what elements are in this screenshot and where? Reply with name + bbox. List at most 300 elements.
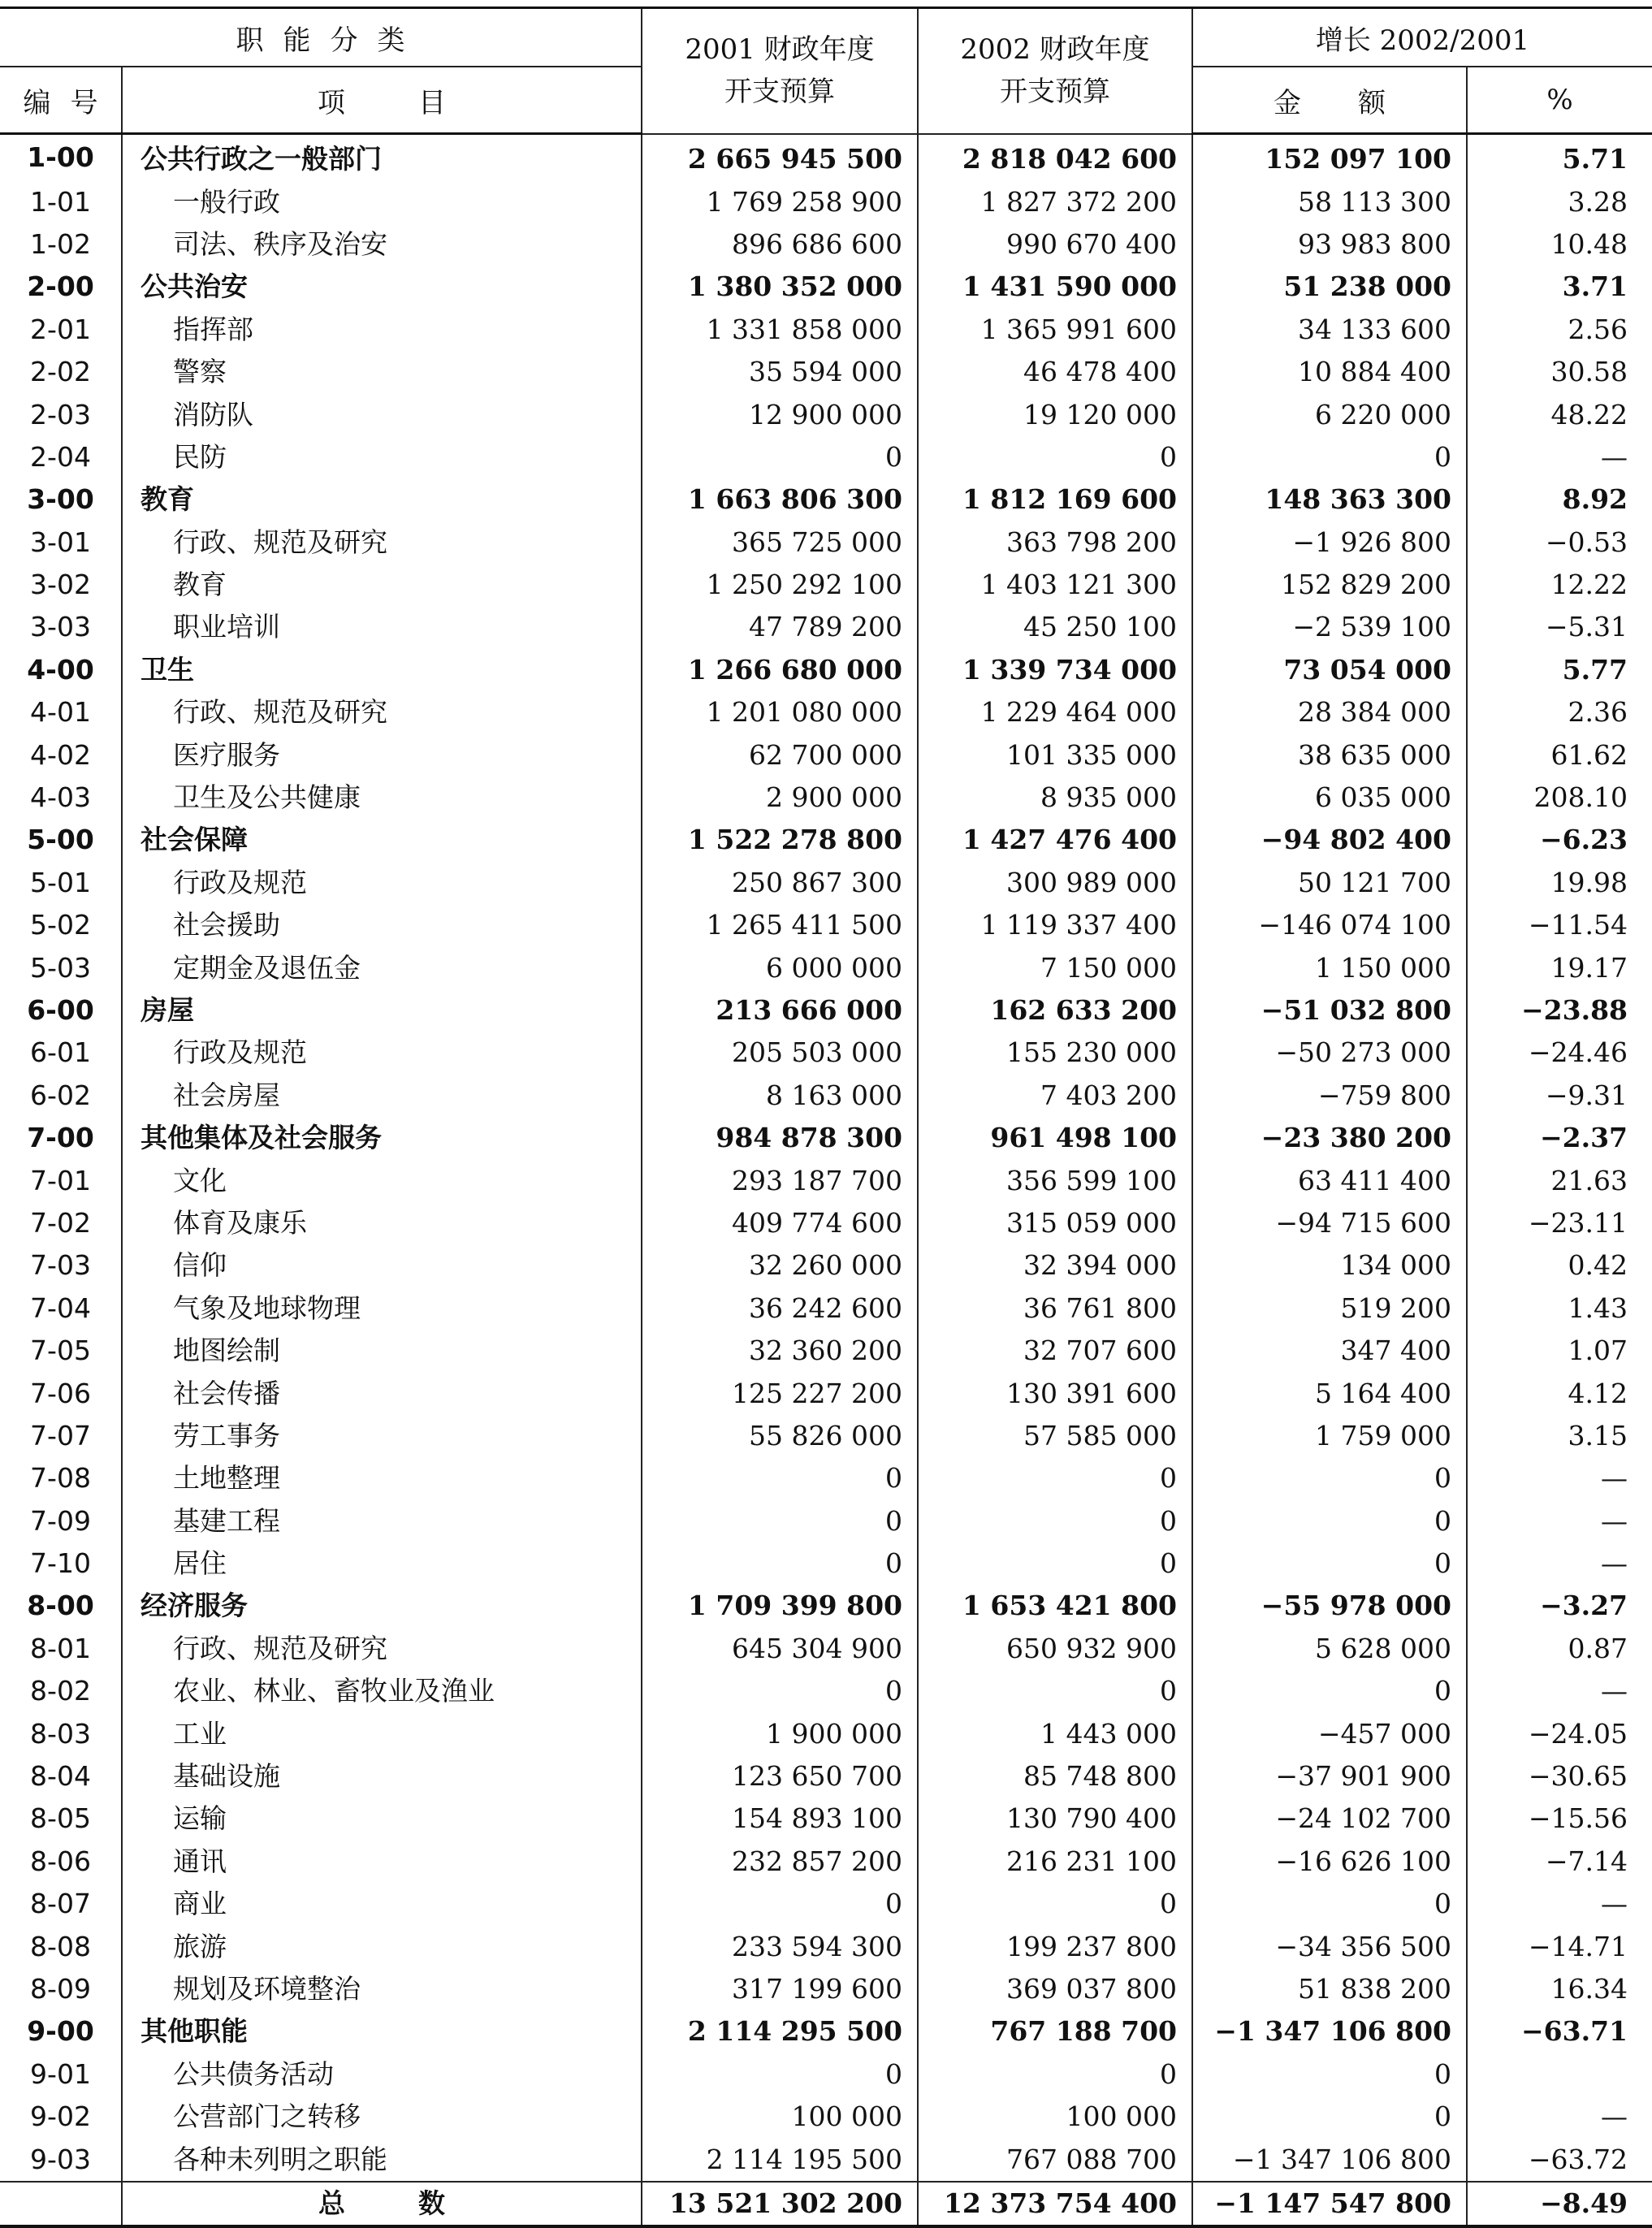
row-growth-amount: 63 411 400: [1192, 1159, 1467, 1201]
row-code: 7-00: [27, 1122, 94, 1154]
row-budget-2002: 0: [918, 2053, 1192, 2096]
row-budget-2001: 213 666 000: [642, 989, 918, 1032]
row-budget-2002: 2 818 042 600: [918, 134, 1192, 181]
category-row: [0, 1585, 1652, 1627]
row-growth-amount: −94 715 600: [1192, 1202, 1467, 1244]
row-budget-2001: 0: [642, 1500, 918, 1542]
table-row: [0, 223, 1652, 266]
table-row: [0, 1457, 1652, 1499]
table-row: [0, 1542, 1652, 1585]
total-label: 总数: [122, 2182, 642, 2226]
row-budget-2002: 32 707 600: [918, 1330, 1192, 1372]
table-row: [0, 777, 1652, 819]
row-growth-amount: 6 035 000: [1192, 777, 1467, 819]
row-budget-2001: 0: [642, 2053, 918, 2096]
row-growth-amount: 38 635 000: [1192, 733, 1467, 776]
table-row: [0, 946, 1652, 989]
row-code: 4-01: [30, 696, 91, 729]
row-item: 消防队: [122, 393, 642, 435]
row-budget-2002: 0: [918, 436, 1192, 478]
row-growth-amount: 148 363 300: [1192, 478, 1467, 521]
row-growth-percent: −24.46: [1467, 1032, 1652, 1074]
row-code: 8-05: [30, 1802, 91, 1835]
row-budget-2002: 216 231 100: [918, 1841, 1192, 1883]
row-item: 体育及康乐: [122, 1202, 642, 1244]
row-item: 社会保障: [122, 819, 642, 861]
row-budget-2001: 47 789 200: [642, 606, 918, 648]
row-growth-amount: −34 356 500: [1192, 1925, 1467, 1967]
row-budget-2002: 767 088 700: [918, 2138, 1192, 2181]
row-growth-percent: −2.37: [1467, 1117, 1652, 1159]
row-budget-2002: 369 037 800: [918, 1968, 1192, 2010]
row-growth-percent: 1.07: [1467, 1330, 1652, 1372]
row-item: 警察: [122, 351, 642, 393]
row-growth-amount: −1 926 800: [1192, 521, 1467, 564]
row-growth-amount: 519 200: [1192, 1287, 1467, 1330]
row-budget-2001: 1 380 352 000: [642, 266, 918, 308]
row-growth-percent: 19.17: [1467, 946, 1652, 989]
row-code: 7-08: [30, 1462, 91, 1495]
row-item: 信仰: [122, 1244, 642, 1287]
row-growth-amount: −457 000: [1192, 1712, 1467, 1754]
row-budget-2001: 233 594 300: [642, 1925, 918, 1967]
row-growth-amount: −16 626 100: [1192, 1841, 1467, 1883]
table-row: [0, 2053, 1652, 2096]
row-item: 教育: [122, 564, 642, 606]
row-budget-2002: 46 478 400: [918, 351, 1192, 393]
row-item: 通讯: [122, 1841, 642, 1883]
row-budget-2002: 650 932 900: [918, 1628, 1192, 1670]
row-code: 8-01: [30, 1632, 91, 1664]
row-budget-2002: 1 365 991 600: [918, 309, 1192, 351]
row-code: 1-01: [30, 185, 91, 218]
table-row: [0, 1372, 1652, 1414]
row-budget-2001: 1 265 411 500: [642, 904, 918, 946]
amount-header: 金额: [1192, 67, 1467, 134]
row-code: 1-02: [30, 227, 91, 260]
row-budget-2001: 317 199 600: [642, 1968, 918, 2010]
row-budget-2001: 1 522 278 800: [642, 819, 918, 861]
row-code: 4-02: [30, 738, 91, 771]
row-item: 司法、秩序及治安: [122, 223, 642, 266]
row-code: 8-08: [30, 1930, 91, 1962]
row-code: 8-07: [30, 1888, 91, 1920]
row-budget-2002: 45 250 100: [918, 606, 1192, 648]
row-item: 文化: [122, 1159, 642, 1201]
row-budget-2001: 12 900 000: [642, 393, 918, 435]
table-row: [0, 1202, 1652, 1244]
total-budget-2002: 12 373 754 400: [918, 2182, 1192, 2226]
row-item: 社会房屋: [122, 1075, 642, 1117]
row-growth-amount: 93 983 800: [1192, 223, 1467, 266]
row-growth-amount: 28 384 000: [1192, 691, 1467, 733]
row-item: 职业培训: [122, 606, 642, 648]
table-row: [0, 1841, 1652, 1883]
row-budget-2001: 1 250 292 100: [642, 564, 918, 606]
row-growth-percent: 0.42: [1467, 1244, 1652, 1287]
row-budget-2002: 0: [918, 1670, 1192, 1712]
row-budget-2002: 130 391 600: [918, 1372, 1192, 1414]
row-item: 公共行政之一般部门: [122, 134, 642, 181]
row-code: 4-00: [27, 653, 94, 686]
row-item: 土地整理: [122, 1457, 642, 1499]
row-budget-2002: 1 443 000: [918, 1712, 1192, 1754]
category-row: [0, 649, 1652, 691]
row-item: 社会援助: [122, 904, 642, 946]
table-row: [0, 1032, 1652, 1074]
row-budget-2001: 205 503 000: [642, 1032, 918, 1074]
row-budget-2002: 162 633 200: [918, 989, 1192, 1032]
row-budget-2001: 645 304 900: [642, 1628, 918, 1670]
row-growth-percent: −23.88: [1467, 989, 1652, 1032]
row-code: 2-00: [27, 270, 94, 303]
row-item: 各种未列明之职能: [122, 2138, 642, 2181]
row-growth-amount: −50 273 000: [1192, 1032, 1467, 1074]
row-code: 8-00: [27, 1590, 94, 1622]
total-budget-2001: 13 521 302 200: [642, 2182, 918, 2226]
row-budget-2001: 35 594 000: [642, 351, 918, 393]
row-item: 基础设施: [122, 1755, 642, 1798]
row-budget-2001: 2 665 945 500: [642, 134, 918, 181]
table-row: [0, 1075, 1652, 1117]
row-growth-amount: −1 347 106 800: [1192, 2010, 1467, 2053]
table-row: [0, 1500, 1652, 1542]
row-growth-percent: 16.34: [1467, 1968, 1652, 2010]
row-code: 6-02: [30, 1079, 91, 1111]
row-item: 气象及地球物理: [122, 1287, 642, 1330]
row-growth-percent: —: [1467, 1883, 1652, 1925]
row-item: 行政、规范及研究: [122, 1628, 642, 1670]
row-growth-amount: 51 838 200: [1192, 1968, 1467, 2010]
row-code: 9-03: [30, 2143, 91, 2175]
row-budget-2002: 1 812 169 600: [918, 478, 1192, 521]
row-budget-2001: 6 000 000: [642, 946, 918, 989]
row-growth-percent: −6.23: [1467, 819, 1652, 861]
row-budget-2001: 293 187 700: [642, 1159, 918, 1201]
row-budget-2002: 1 403 121 300: [918, 564, 1192, 606]
row-growth-amount: −94 802 400: [1192, 819, 1467, 861]
row-budget-2002: 0: [918, 1883, 1192, 1925]
row-budget-2001: 0: [642, 1457, 918, 1499]
row-budget-2001: 2 900 000: [642, 777, 918, 819]
row-budget-2002: 155 230 000: [918, 1032, 1192, 1074]
row-code: 2-03: [30, 398, 91, 430]
row-growth-amount: 0: [1192, 1883, 1467, 1925]
row-growth-percent: −11.54: [1467, 904, 1652, 946]
table-row: [0, 1415, 1652, 1457]
category-row: [0, 134, 1652, 181]
table-row: [0, 1883, 1652, 1925]
row-budget-2001: 2 114 195 500: [642, 2138, 918, 2181]
row-code: 8-09: [30, 1972, 91, 2005]
row-code: 8-02: [30, 1675, 91, 1707]
row-code: 7-01: [30, 1164, 91, 1196]
row-growth-percent: 2.36: [1467, 691, 1652, 733]
row-code: 8-06: [30, 1845, 91, 1877]
row-item: 基建工程: [122, 1500, 642, 1542]
row-growth-amount: 0: [1192, 1457, 1467, 1499]
row-growth-amount: 0: [1192, 1670, 1467, 1712]
row-budget-2001: 32 360 200: [642, 1330, 918, 1372]
row-budget-2002: 32 394 000: [918, 1244, 1192, 1287]
category-row: [0, 989, 1652, 1032]
row-growth-percent: −14.71: [1467, 1925, 1652, 1967]
row-growth-percent: −15.56: [1467, 1798, 1652, 1840]
row-item: 商业: [122, 1883, 642, 1925]
row-growth-amount: 134 000: [1192, 1244, 1467, 1287]
row-budget-2001: 0: [642, 1670, 918, 1712]
row-budget-2001: 125 227 200: [642, 1372, 918, 1414]
row-budget-2002: 300 989 000: [918, 862, 1192, 904]
table-body: [0, 134, 1652, 2182]
row-growth-percent: 30.58: [1467, 351, 1652, 393]
row-item: 指挥部: [122, 309, 642, 351]
row-growth-percent: 208.10: [1467, 777, 1652, 819]
row-budget-2002: 1 339 734 000: [918, 649, 1192, 691]
row-budget-2002: 0: [918, 1542, 1192, 1585]
row-code: 7-05: [30, 1335, 91, 1367]
row-growth-amount: 0: [1192, 2053, 1467, 2096]
total-row: [0, 2182, 1652, 2226]
row-budget-2002: 57 585 000: [918, 1415, 1192, 1457]
row-growth-percent: −63.71: [1467, 2010, 1652, 2053]
row-budget-2001: 1 266 680 000: [642, 649, 918, 691]
row-growth-amount: −759 800: [1192, 1075, 1467, 1117]
row-growth-amount: 5 164 400: [1192, 1372, 1467, 1414]
row-growth-amount: 6 220 000: [1192, 393, 1467, 435]
table-row: [0, 1244, 1652, 1287]
row-budget-2002: 356 599 100: [918, 1159, 1192, 1201]
row-growth-amount: −2 539 100: [1192, 606, 1467, 648]
table-row: [0, 1670, 1652, 1712]
row-budget-2001: 984 878 300: [642, 1117, 918, 1159]
row-growth-amount: 0: [1192, 2096, 1467, 2138]
row-growth-percent: 3.15: [1467, 1415, 1652, 1457]
row-budget-2001: 1 900 000: [642, 1712, 918, 1754]
row-item: 公营部门之转移: [122, 2096, 642, 2138]
table-row: [0, 904, 1652, 946]
row-budget-2001: 2 114 295 500: [642, 2010, 918, 2053]
row-item: 其他职能: [122, 2010, 642, 2053]
row-growth-amount: 1 759 000: [1192, 1415, 1467, 1457]
row-growth-percent: 0.87: [1467, 1628, 1652, 1670]
row-item: 其他集体及社会服务: [122, 1117, 642, 1159]
row-item: 行政、规范及研究: [122, 521, 642, 564]
table-row: [0, 1798, 1652, 1840]
classification-header: 职能分类: [0, 8, 642, 67]
row-budget-2001: 1 709 399 800: [642, 1585, 918, 1627]
row-budget-2001: 36 242 600: [642, 1287, 918, 1330]
category-row: [0, 1117, 1652, 1159]
row-code: 3-03: [30, 611, 91, 643]
row-growth-percent: 19.98: [1467, 862, 1652, 904]
row-budget-2002: 990 670 400: [918, 223, 1192, 266]
row-budget-2002: 19 120 000: [918, 393, 1192, 435]
row-budget-2001: 1 663 806 300: [642, 478, 918, 521]
row-item: 社会传播: [122, 1372, 642, 1414]
row-growth-amount: 0: [1192, 1500, 1467, 1542]
row-code: 9-01: [30, 2057, 91, 2090]
total-code-cell: [0, 2182, 122, 2226]
row-budget-2002: 100 000: [918, 2096, 1192, 2138]
row-item: 旅游: [122, 1925, 642, 1967]
row-growth-amount: −37 901 900: [1192, 1755, 1467, 1798]
code-header: 编号: [0, 67, 122, 134]
row-growth-percent: —: [1467, 2096, 1652, 2138]
row-growth-amount: −23 380 200: [1192, 1117, 1467, 1159]
table-row: [0, 393, 1652, 435]
row-budget-2002: 1 427 476 400: [918, 819, 1192, 861]
row-budget-2001: 100 000: [642, 2096, 918, 2138]
row-budget-2001: 896 686 600: [642, 223, 918, 266]
row-item: 行政及规范: [122, 1032, 642, 1074]
row-budget-2002: 1 119 337 400: [918, 904, 1192, 946]
row-code: 5-00: [27, 824, 94, 856]
row-growth-amount: 0: [1192, 436, 1467, 478]
category-row: [0, 819, 1652, 861]
table-row: [0, 1712, 1652, 1754]
row-code: 3-00: [27, 483, 94, 516]
row-growth-percent: —: [1467, 1542, 1652, 1585]
table-row: [0, 1330, 1652, 1372]
row-budget-2002: 199 237 800: [918, 1925, 1192, 1967]
row-growth-percent: 5.77: [1467, 649, 1652, 691]
budget-table: [0, 6, 1652, 2228]
row-growth-amount: 347 400: [1192, 1330, 1467, 1372]
row-item: 行政及规范: [122, 862, 642, 904]
row-growth-amount: 152 097 100: [1192, 134, 1467, 181]
row-budget-2002: 8 935 000: [918, 777, 1192, 819]
row-item: 医疗服务: [122, 733, 642, 776]
row-budget-2002: 315 059 000: [918, 1202, 1192, 1244]
row-code: 2-01: [30, 313, 91, 345]
table-row: [0, 733, 1652, 776]
row-budget-2002: 1 229 464 000: [918, 691, 1192, 733]
row-item: 房屋: [122, 989, 642, 1032]
row-code: 1-00: [27, 141, 94, 174]
table-row: [0, 862, 1652, 904]
row-budget-2001: 409 774 600: [642, 1202, 918, 1244]
table-row: [0, 351, 1652, 393]
table-row: [0, 1755, 1652, 1798]
row-budget-2001: 0: [642, 1883, 918, 1925]
budget-2002-header: 2002 财政年度 开支预算: [918, 8, 1192, 134]
category-row: [0, 2010, 1652, 2053]
row-budget-2001: 0: [642, 436, 918, 478]
row-growth-amount: 10 884 400: [1192, 351, 1467, 393]
row-growth-percent: —: [1467, 1500, 1652, 1542]
table-row: [0, 2096, 1652, 2138]
row-growth-percent: 3.28: [1467, 180, 1652, 223]
row-budget-2001: 154 893 100: [642, 1798, 918, 1840]
row-code: 7-02: [30, 1206, 91, 1239]
row-budget-2001: 0: [642, 1542, 918, 1585]
row-code: 7-04: [30, 1291, 91, 1324]
row-growth-amount: 5 628 000: [1192, 1628, 1467, 1670]
table-row: [0, 1287, 1652, 1330]
row-growth-percent: —: [1467, 1670, 1652, 1712]
table-row: [0, 1159, 1652, 1201]
row-growth-percent: −24.05: [1467, 1712, 1652, 1754]
row-item: 公共治安: [122, 266, 642, 308]
table-row: [0, 606, 1652, 648]
row-budget-2001: 365 725 000: [642, 521, 918, 564]
row-item: 农业、林业、畜牧业及渔业: [122, 1670, 642, 1712]
category-row: [0, 478, 1652, 521]
row-budget-2002: 7 150 000: [918, 946, 1192, 989]
row-growth-percent: 4.12: [1467, 1372, 1652, 1414]
row-code: 7-10: [30, 1547, 91, 1580]
total-growth-percent: −8.49: [1467, 2182, 1652, 2226]
row-growth-percent: −3.27: [1467, 1585, 1652, 1627]
row-item: 民防: [122, 436, 642, 478]
row-growth-amount: 51 238 000: [1192, 266, 1467, 308]
row-growth-percent: 3.71: [1467, 266, 1652, 308]
row-item: 定期金及退伍金: [122, 946, 642, 989]
row-budget-2001: 1 769 258 900: [642, 180, 918, 223]
row-growth-percent: −0.53: [1467, 521, 1652, 564]
row-item: 工业: [122, 1712, 642, 1754]
table-row: [0, 180, 1652, 223]
row-item: 卫生: [122, 649, 642, 691]
row-item: 卫生及公共健康: [122, 777, 642, 819]
percent-header: %: [1467, 67, 1652, 134]
row-budget-2002: 1 431 590 000: [918, 266, 1192, 308]
row-growth-percent: 12.22: [1467, 564, 1652, 606]
table-row: [0, 2138, 1652, 2181]
row-code: 7-03: [30, 1249, 91, 1282]
row-item: 地图绘制: [122, 1330, 642, 1372]
row-budget-2002: 1 827 372 200: [918, 180, 1192, 223]
row-growth-amount: −146 074 100: [1192, 904, 1467, 946]
row-code: 7-07: [30, 1419, 91, 1451]
growth-header: 增长 2002/2001: [1192, 8, 1652, 67]
row-budget-2002: 101 335 000: [918, 733, 1192, 776]
table-row: [0, 436, 1652, 478]
row-code: 3-01: [30, 526, 91, 558]
row-growth-percent: −63.72: [1467, 2138, 1652, 2181]
row-item: 劳工事务: [122, 1415, 642, 1457]
row-item: 运输: [122, 1798, 642, 1840]
row-code: 6-00: [27, 994, 94, 1026]
row-code: 7-09: [30, 1504, 91, 1537]
row-budget-2001: 123 650 700: [642, 1755, 918, 1798]
total-growth-amount: −1 147 547 800: [1192, 2182, 1467, 2226]
row-growth-percent: —: [1467, 436, 1652, 478]
row-budget-2002: 363 798 200: [918, 521, 1192, 564]
row-code: 5-02: [30, 909, 91, 941]
row-growth-amount: 0: [1192, 1542, 1467, 1585]
row-growth-amount: −51 032 800: [1192, 989, 1467, 1032]
row-budget-2001: 32 260 000: [642, 1244, 918, 1287]
row-growth-percent: −5.31: [1467, 606, 1652, 648]
row-growth-percent: −30.65: [1467, 1755, 1652, 1798]
row-budget-2002: 961 498 100: [918, 1117, 1192, 1159]
table-row: [0, 564, 1652, 606]
row-growth-amount: −55 978 000: [1192, 1585, 1467, 1627]
row-code: 9-00: [27, 2015, 94, 2048]
item-header: 项目: [122, 67, 642, 134]
row-item: 规划及环境整治: [122, 1968, 642, 2010]
row-budget-2001: 250 867 300: [642, 862, 918, 904]
row-growth-amount: −1 347 106 800: [1192, 2138, 1467, 2181]
row-item: 教育: [122, 478, 642, 521]
row-budget-2001: 8 163 000: [642, 1075, 918, 1117]
row-growth-percent: 10.48: [1467, 223, 1652, 266]
row-code: 5-01: [30, 866, 91, 898]
row-growth-percent: 21.63: [1467, 1159, 1652, 1201]
row-growth-percent: 2.56: [1467, 309, 1652, 351]
